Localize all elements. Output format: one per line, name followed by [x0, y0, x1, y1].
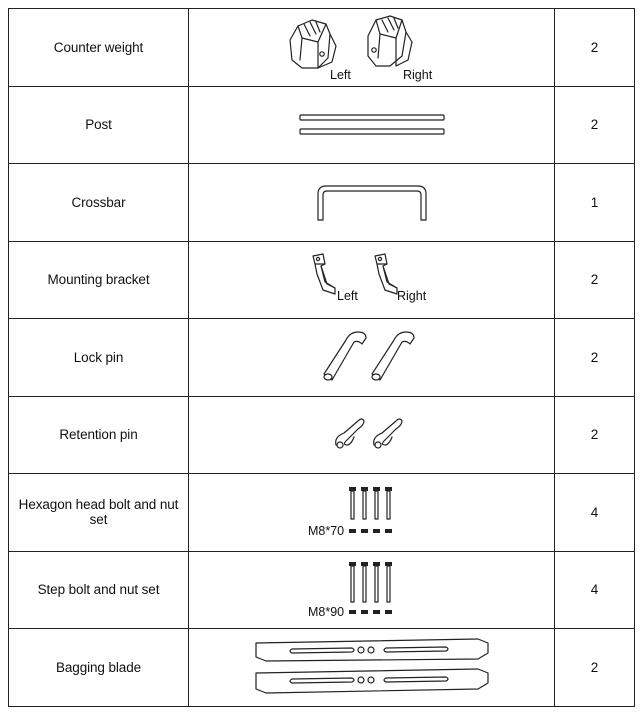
- table-row: [9, 629, 635, 707]
- table-row: [9, 551, 635, 629]
- table-row: [9, 319, 635, 397]
- part-quantity: 2: [555, 9, 635, 87]
- lock-pin-icon: [322, 328, 422, 386]
- table-row: [9, 241, 635, 319]
- svg-text:M8*90: M8*90: [307, 604, 344, 619]
- retention-pin-icon: [332, 415, 412, 455]
- step-bolt-icon: [307, 560, 432, 620]
- part-quantity: 4: [555, 474, 635, 552]
- part-name: Post: [9, 86, 189, 164]
- post-icon: [297, 110, 447, 140]
- svg-text:M8*70: M8*70: [307, 524, 344, 539]
- svg-text:Right: Right: [396, 288, 426, 303]
- hex-bolt-icon: [307, 483, 432, 541]
- part-name: Mounting bracket: [9, 241, 189, 319]
- part-name: Step bolt and nut set: [9, 551, 189, 629]
- part-quantity: 2: [555, 241, 635, 319]
- table-row: [9, 474, 635, 552]
- part-quantity: 1: [555, 164, 635, 242]
- part-quantity: 4: [555, 551, 635, 629]
- part-name: Hexagon head bolt and nut set: [9, 474, 189, 552]
- table-row: [9, 9, 635, 87]
- crossbar-icon: [312, 182, 432, 222]
- part-name: Bagging blade: [9, 629, 189, 707]
- part-name: Crossbar: [9, 164, 189, 242]
- svg-text:Left: Left: [329, 68, 351, 83]
- part-quantity: 2: [555, 629, 635, 707]
- part-name: Retention pin: [9, 396, 189, 474]
- table-row: [9, 164, 635, 242]
- svg-text:Left: Left: [336, 288, 358, 303]
- part-quantity: 2: [555, 86, 635, 164]
- counter-weight-icon: [272, 12, 472, 82]
- part-name: Lock pin: [9, 319, 189, 397]
- mounting-bracket-icon: [307, 252, 437, 308]
- table-row: [9, 86, 635, 164]
- parts-list-table: [8, 8, 635, 707]
- table-row: [9, 396, 635, 474]
- part-name: Counter weight: [9, 9, 189, 87]
- svg-text:Right: Right: [402, 68, 432, 83]
- bagging-blade-icon: [252, 637, 492, 697]
- part-quantity: 2: [555, 319, 635, 397]
- part-quantity: 2: [555, 396, 635, 474]
